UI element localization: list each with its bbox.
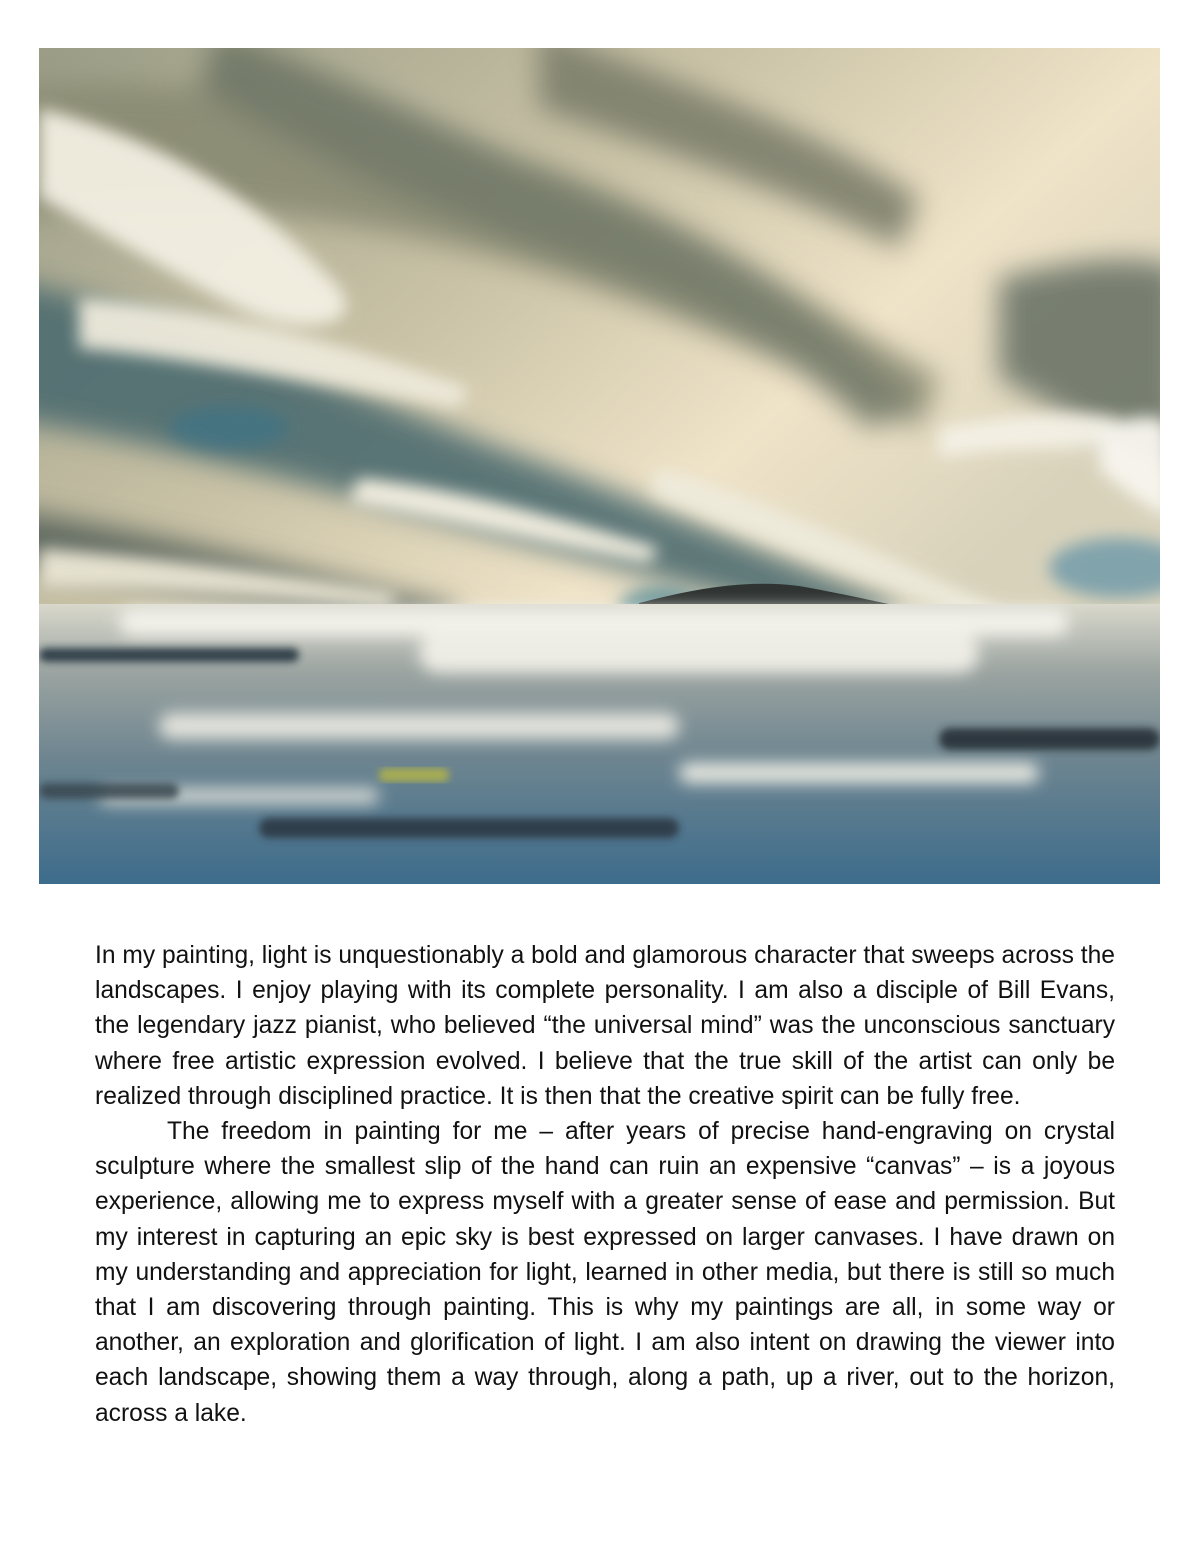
- seascape-painting-icon: [39, 48, 1160, 884]
- paragraph: In my painting, light is unquestionably a bold and glamorous character that sweeps across the landscapes. I enjoy playing with its complete personality. I am also a disciple of Bill Evans, the legendary jazz pianist, who believed “the universal mind” was the unconscious sanctuary where free artistic expression evolved. I believe that the true skill of the artist can only be realized through disciplined practice. It is then that the creative spirit can be fully free.: [95, 942, 1115, 1110]
- seascape-painting-image: [39, 48, 1160, 884]
- paragraph: The freedom in painting for me – after years of precise hand-engraving on crystal sculpture where the smallest slip of the hand can ruin an expensive “canvas” – is a joyous experience, allowing me to express myself with a greater sense of ease and permission. But my interest in capturing an epic sky is best expressed on larger canvases. I have drawn on my understanding and appreciation for light, learned in other media, but there is still so much that I am discovering through painting. This is why my paintings are all, in some way or another, an exploration and glorification of light. I am also intent on drawing the viewer into each landscape, showing them a way through, along a path, up a river, out to the horizon, across a lake.: [95, 1118, 1115, 1427]
- essay-text: [95, 938, 1115, 1431]
